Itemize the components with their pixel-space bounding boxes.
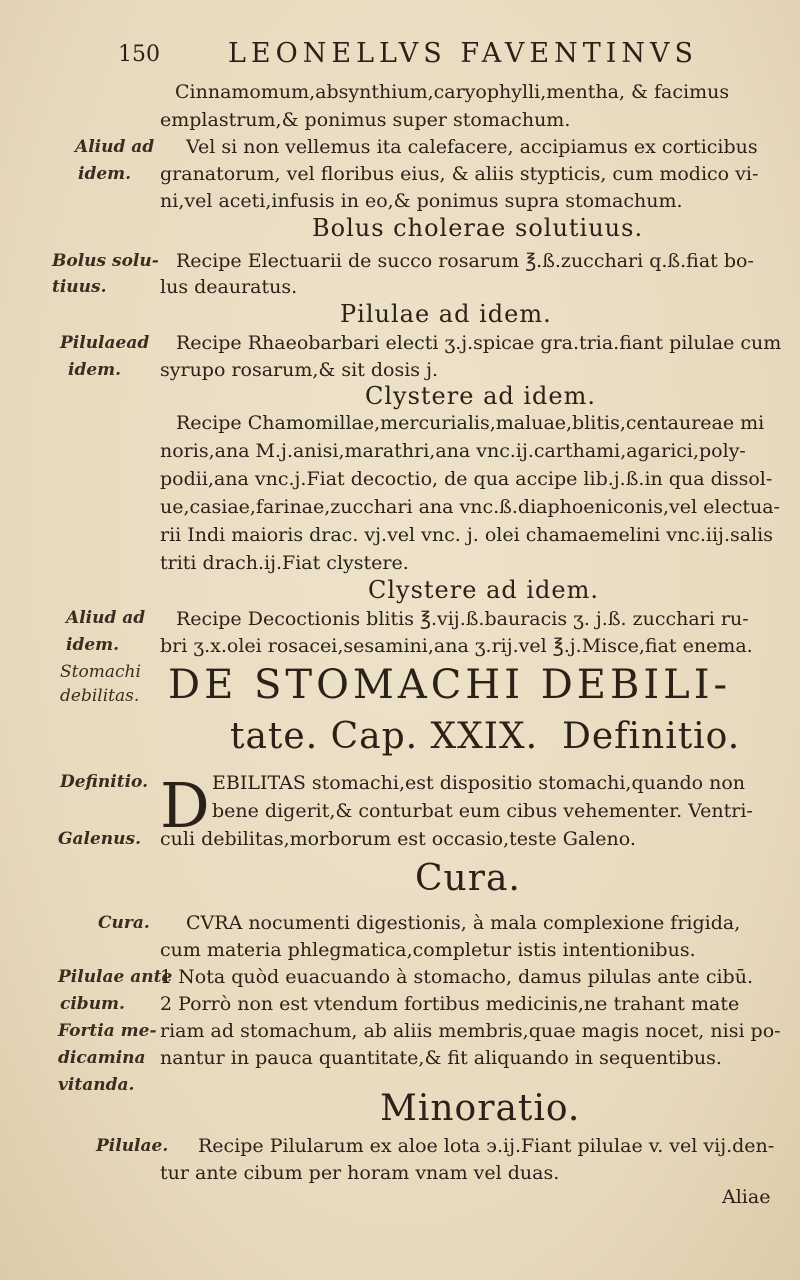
text-line: bene digerit,& conturbat eum cibus vehementer. Ventri-: [212, 800, 753, 822]
marginal-note: Stomachi: [60, 662, 141, 682]
text-line: Recipe Decoctionis blitis ℥.vij.ß.bauracis ʒ. j.ß. zucchari ru-: [176, 608, 749, 630]
text-line: Recipe Rhaeobarbari electi ʒ.j.spicae gra.tria.fiant pilulae cum: [176, 332, 782, 354]
definitio-heading: Definitio.: [562, 716, 741, 757]
text-line: EBILITAS stomachi,est dispositio stomachi,quando non: [212, 772, 745, 794]
text-line: tur ante cibum per horam vnam vel duas.: [160, 1162, 560, 1184]
text-line: noris,ana M.j.anisi,marathri,ana vnc.ij.carthami,agarici,poly-: [160, 440, 746, 462]
marginal-note: Aliud ad: [66, 608, 146, 628]
text-line: 2 Porrò non est vtendum fortibus medicinis,ne trahant mate: [160, 993, 740, 1015]
text-line: Recipe Pilularum ex aloe lota ϶.ij.Fiant pilulae v. vel vij.den-: [198, 1135, 775, 1157]
text-line: Vel si non vellemus ita calefacere, accipiamus ex corticibus: [186, 136, 758, 158]
marginal-note: idem.: [78, 164, 132, 184]
running-title: LEONELLVS FAVENTINVS: [228, 38, 699, 69]
text-line: culi debilitas,morborum est occasio,teste Galeno.: [160, 828, 636, 850]
drop-cap: D: [160, 769, 210, 842]
section-heading-minoratio: Minoratio.: [380, 1088, 581, 1129]
text-line: nantur in pauca quantitate,& fit aliquando in sequentibus.: [160, 1047, 722, 1069]
text-line: riam ad stomachum, ab aliis membris,quae magis nocet, nisi po-: [160, 1020, 781, 1042]
section-heading: Clystere ad idem.: [365, 382, 596, 410]
text-line: Recipe Chamomillae,mercurialis,maluae,blitis,centaureae mi: [176, 412, 765, 434]
marginal-note: Pilulaead: [60, 333, 150, 353]
marginal-note: vitanda.: [58, 1075, 135, 1095]
text-line: emplastrum,& ponimus super stomachum.: [160, 109, 571, 131]
running-head: [118, 38, 758, 72]
marginal-note: cibum.: [60, 994, 125, 1014]
text-line: lus deauratus.: [160, 276, 298, 298]
text-line: Cinnamomum,absynthium,caryophylli,mentha, & facimus: [175, 81, 730, 103]
marginal-note: Bolus solu-: [52, 251, 159, 271]
text-line: bri ʒ.x.olei rosacei,sesamini,ana ʒ.rij.vel ℥.j.Misce,fiat enema.: [160, 635, 753, 657]
marginal-note: idem.: [68, 360, 122, 380]
marginal-note: Pilulae ante: [58, 967, 173, 987]
text-line: cum materia phlegmatica,completur istis intentionibus.: [160, 939, 696, 961]
section-heading: Bolus cholerae solutiuus.: [312, 214, 644, 242]
text-line: triti drach.ij.Fiat clystere.: [160, 552, 409, 574]
marginal-note: Galenus.: [58, 829, 142, 849]
text-line: Recipe Electuarii de succo rosarum ℥.ß.zucchari q.ß.fiat bo-: [176, 250, 754, 272]
text-line: rii Indi maioris drac. vj.vel vnc. j. olei chamaemelini vnc.iij.salis: [160, 524, 773, 546]
text-line: CVRA nocumenti digestionis, à mala complexione frigida,: [186, 912, 741, 934]
text-line: 1 Nota quòd euacuando à stomacho, damus pilulas ante cibū.: [160, 966, 753, 988]
marginal-note: tiuus.: [52, 277, 107, 297]
marginal-note: Pilulae.: [96, 1136, 169, 1156]
text-line: podii,ana vnc.j.Fiat decoctio, de qua accipe lib.j.ß.in qua dissol-: [160, 468, 773, 490]
marginal-note: dicamina: [58, 1048, 146, 1068]
marginal-note: Cura.: [98, 913, 150, 933]
marginal-note: idem.: [66, 635, 120, 655]
text-line: ni,vel aceti,infusis in eo,& ponimus supra stomachum.: [160, 190, 683, 212]
text-line: syrupo rosarum,& sit dosis j.: [160, 359, 439, 381]
chapter-title-line1: DE STOMACHI DEBILI-: [168, 662, 732, 708]
page-number: 150: [118, 42, 160, 67]
text-line: granatorum, vel floribus eius, & aliis stypticis, cum modico vi-: [160, 163, 759, 185]
section-heading-cura: Cura.: [415, 858, 521, 899]
marginal-note: Aliud ad: [75, 137, 155, 157]
section-heading: Clystere ad idem.: [368, 576, 599, 604]
text-line: ue,casiae,farinae,zucchari ana vnc.ß.diaphoeniconis,vel electua-: [160, 496, 780, 518]
marginal-note: Definitio.: [60, 772, 149, 792]
section-heading: Pilulae ad idem.: [340, 300, 552, 328]
marginal-note: Fortia me-: [58, 1021, 157, 1041]
marginal-note: debilitas.: [60, 686, 140, 706]
catchword: Aliae: [722, 1186, 771, 1208]
chapter-title-line2: tate. Cap. XXIX.: [230, 716, 539, 757]
